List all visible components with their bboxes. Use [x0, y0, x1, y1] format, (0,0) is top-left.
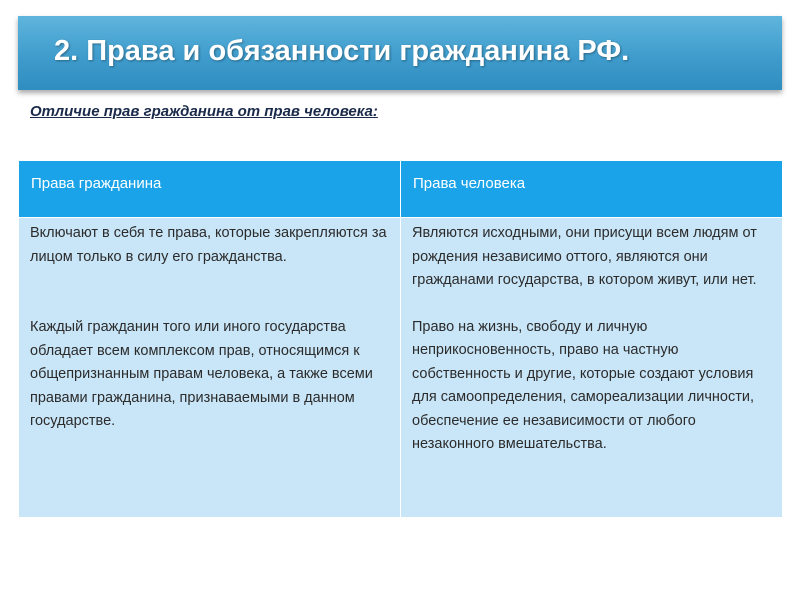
citizen-rights-scope: Каждый гражданин того или иного государства обладает всем комплексом прав, относящимся к общепризнанным правам человека, а также всеми правами гражданина, признаваемыми в данном государстве. [30, 319, 373, 429]
paragraph-spacer [30, 269, 391, 316]
header-citizen-rights: Права гражданина [19, 161, 401, 218]
human-rights-examples: Право на жизнь, свободу и личную неприкосновенность, право на частную собственность и другие, которые создают условия для самоопределения, самореализации личности, обеспечение ее независимости от любого незаконного вмешательства. [412, 318, 755, 452]
comparison-table [18, 160, 783, 518]
header-human-rights: Права человека [401, 161, 783, 218]
title-bar [18, 16, 782, 90]
slide-title: 2. Права и обязанности гражданина РФ. [54, 35, 630, 67]
citizen-rights-definition: Включают в себя те права, которые закрепляются за лицом только в силу его гражданства. [30, 225, 387, 265]
table-header-row [19, 161, 783, 218]
cell-citizen-rights [19, 218, 401, 518]
table-row [19, 218, 783, 518]
human-rights-definition: Являются исходными, они присущи всем людям от рождения независимо оттого, являются они гражданами государства, в котором живут, или нет. [412, 225, 757, 288]
paragraph-spacer [412, 293, 773, 316]
slide-subtitle: Отличие прав гражданина от прав человека: [30, 103, 378, 120]
cell-human-rights [401, 218, 783, 518]
